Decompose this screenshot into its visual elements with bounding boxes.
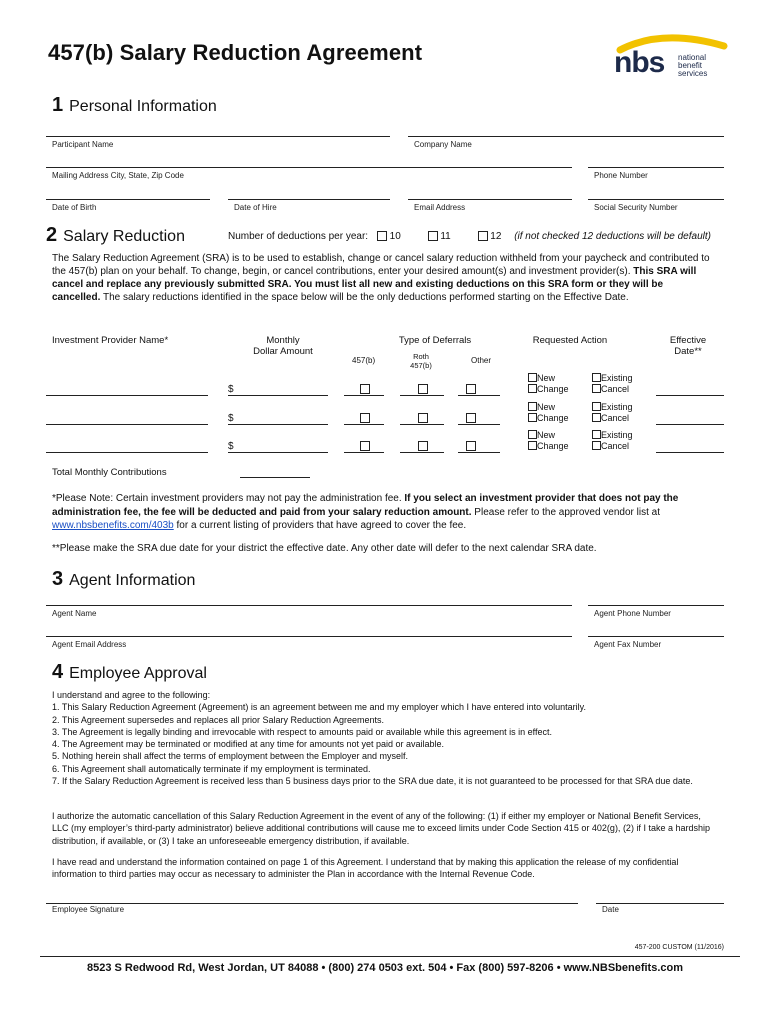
- logo-letters: nbs: [614, 46, 665, 79]
- dollar-sign: $: [228, 413, 234, 424]
- fee-note-text3: for a current listing of providers that have agreed to cover the fee.: [173, 520, 467, 531]
- footer-divider: [40, 956, 740, 957]
- sra-paragraph-text1: The Salary Reduction Agreement (SRA) is to be used to establish, change or cancel salary reduction withheld from your paycheck and contributed to the 457(b) plan on your behalf. To change, begin, or cancel contributions, enter your desired amount(s) and investment provider(s).: [52, 253, 710, 277]
- agent-phone-label: Agent Phone Number: [594, 609, 671, 618]
- action-new-change: [528, 402, 569, 424]
- phone-number-line[interactable]: [588, 167, 724, 168]
- change-label: Change: [537, 441, 569, 451]
- revision-code: 457-200 CUSTOM (11/2016): [634, 944, 724, 951]
- new-checkbox[interactable]: [528, 373, 537, 382]
- action-new-change: [528, 430, 569, 452]
- col-monthly-line1: Monthly: [266, 335, 300, 346]
- provider-name-line[interactable]: [46, 452, 208, 453]
- col-effective-line1: Effective: [669, 335, 707, 346]
- other-checkbox[interactable]: [466, 384, 476, 394]
- term-item: 5. Nothing herein shall affect the terms of employment between the Employer and myself.: [52, 751, 409, 762]
- term-item: 2. This Agreement supersedes and replaces all prior Salary Reduction Agreements.: [52, 714, 385, 725]
- provider-name-line[interactable]: [46, 395, 208, 396]
- agent-name-line[interactable]: [46, 605, 572, 606]
- other-checkbox[interactable]: [466, 413, 476, 423]
- 457b-checkbox[interactable]: [360, 384, 370, 394]
- ssn-line[interactable]: [588, 199, 724, 200]
- action-new-change: [528, 373, 569, 395]
- other-checkbox[interactable]: [466, 441, 476, 451]
- other-underline: [458, 395, 500, 396]
- total-monthly-line[interactable]: [240, 477, 310, 478]
- monthly-amount-line[interactable]: [228, 424, 328, 425]
- agent-fax-label: Agent Fax Number: [594, 640, 662, 649]
- participant-name-label: Participant Name: [52, 140, 114, 149]
- effective-date-line[interactable]: [656, 395, 724, 396]
- 457b-checkbox[interactable]: [360, 413, 370, 423]
- cancel-checkbox[interactable]: [592, 413, 601, 422]
- mailing-address-line[interactable]: [46, 167, 572, 168]
- sra-paragraph-text2: The salary reductions identified in the space below will be the only deductions performed starting on the Effective Date.: [100, 292, 629, 303]
- term-item: 6. This Agreement shall automatically terminate if my employment is terminated.: [52, 763, 371, 774]
- agent-name-label: Agent Name: [52, 609, 97, 618]
- dollar-sign: $: [228, 384, 234, 395]
- roth-checkbox[interactable]: [418, 441, 428, 451]
- doh-line[interactable]: [228, 199, 390, 200]
- logo-line3: services: [678, 69, 708, 78]
- section3-number: 3: [52, 568, 64, 590]
- agent-email-label: Agent Email Address: [52, 640, 127, 649]
- employee-signature-line[interactable]: [46, 903, 578, 904]
- deduction-12-checkbox[interactable]: [478, 231, 488, 241]
- 457b-underline: [344, 395, 384, 396]
- change-checkbox[interactable]: [528, 441, 537, 450]
- section4-number: 4: [52, 661, 64, 683]
- col-monthly-header: [228, 335, 338, 357]
- existing-checkbox[interactable]: [592, 373, 601, 382]
- new-checkbox[interactable]: [528, 402, 537, 411]
- footer-contact: 8523 S Redwood Rd, West Jordan, UT 84088 • (800) 274 0503 ext. 504 • Fax (800) 597-8206 • www.NBSbenefits.com: [86, 962, 684, 974]
- signature-date-line[interactable]: [596, 903, 724, 904]
- doh-label: Date of Hire: [234, 203, 277, 212]
- cancel-checkbox[interactable]: [592, 384, 601, 393]
- email-line[interactable]: [408, 199, 572, 200]
- change-checkbox[interactable]: [528, 413, 537, 422]
- company-name-label: Company Name: [414, 140, 472, 149]
- col-effective-line2: Date**: [674, 346, 702, 357]
- change-label: Change: [537, 413, 569, 423]
- term-item: 1. This Salary Reduction Agreement (Agreement) is an agreement between me and my employer which I have entered into voluntarily.: [52, 702, 586, 713]
- deductions-label: Number of deductions per year:: [228, 231, 369, 242]
- action-existing-cancel: [592, 430, 633, 452]
- deduction-11-checkbox[interactable]: [428, 231, 438, 241]
- sub-roth-line2: 457(b): [410, 361, 432, 370]
- 457b-underline: [344, 424, 384, 425]
- cancel-label: Cancel: [601, 413, 630, 423]
- sra-paragraph-bold: This SRA will cancel and replace any previously submitted SRA. You must list all new and existing deductions on this SRA form or they will be cancelled.: [52, 266, 697, 303]
- existing-label: Existing: [601, 373, 633, 383]
- cancel-label: Cancel: [601, 384, 630, 394]
- section2-number: 2: [46, 224, 58, 246]
- section3-label: Agent Information: [69, 572, 196, 589]
- section1-label: Personal Information: [69, 98, 217, 115]
- existing-checkbox[interactable]: [592, 402, 601, 411]
- deductions-row: [228, 231, 711, 242]
- agent-email-line[interactable]: [46, 636, 572, 637]
- col-effective-header: [656, 335, 720, 357]
- fee-note-bold: If you select an investment provider that does not pay the administration fee, the fee will be deducted and paid from your salary reduction amount.: [52, 493, 679, 518]
- col-monthly-line2: Dollar Amount: [253, 346, 313, 357]
- approval-intro: I understand and agree to the following:: [52, 690, 211, 700]
- section4-heading: [52, 661, 207, 684]
- other-underline: [458, 452, 500, 453]
- page-title: 457(b) Salary Reduction Agreement: [48, 40, 423, 65]
- monthly-amount-line[interactable]: [228, 395, 328, 396]
- dob-line[interactable]: [46, 199, 210, 200]
- deduction-10-label: 10: [389, 231, 401, 242]
- cancel-checkbox[interactable]: [592, 441, 601, 450]
- agent-fax-line[interactable]: [588, 636, 724, 637]
- section1-number: 1: [52, 94, 64, 116]
- action-existing-cancel: [592, 373, 633, 395]
- deductions-default-note: (if not checked 12 deductions will be default): [514, 231, 711, 242]
- fee-note-text1: *Please Note: Certain investment providers may not pay the administration fee.: [52, 493, 405, 504]
- employee-signature-label: Employee Signature: [52, 905, 125, 914]
- section3-heading: [52, 568, 195, 591]
- existing-label: Existing: [601, 430, 633, 440]
- monthly-amount-line[interactable]: [228, 452, 328, 453]
- term-item: 7. If the Salary Reduction Agreement is received less than 5 business days prior to the SRA due date, it is not guaranteed to be processed for that SRA due date.: [52, 776, 693, 787]
- existing-checkbox[interactable]: [592, 430, 601, 439]
- term-item: 4. The Agreement may be terminated or modified at any time for amounts not yet paid or available.: [52, 739, 445, 750]
- agent-phone-line[interactable]: [588, 605, 724, 606]
- col-provider-header: Investment Provider Name*: [52, 335, 169, 346]
- signature-date-label: Date: [602, 905, 619, 914]
- roth-underline: [400, 395, 444, 396]
- roth-checkbox[interactable]: [418, 413, 428, 423]
- provider-name-line[interactable]: [46, 424, 208, 425]
- cancel-label: Cancel: [601, 441, 630, 451]
- email-label: Email Address: [414, 203, 466, 212]
- roth-checkbox[interactable]: [418, 384, 428, 394]
- effective-date-line[interactable]: [656, 452, 724, 453]
- sra-paragraph: [52, 252, 712, 304]
- vendor-list-link[interactable]: www.nbsbenefits.com/403b: [52, 520, 174, 531]
- section4-label: Employee Approval: [69, 665, 207, 682]
- dollar-sign: $: [228, 441, 234, 452]
- deduction-12-label: 12: [490, 231, 502, 242]
- sub-roth-header: [406, 352, 436, 370]
- due-date-note: **Please make the SRA due date for your district the effective date. Any other date will defer to the next calendar SRA date.: [52, 543, 597, 554]
- section1-heading: [52, 94, 217, 117]
- new-label: New: [537, 430, 556, 440]
- phone-number-label: Phone Number: [594, 171, 648, 180]
- section2-label: Salary Reduction: [63, 228, 185, 245]
- 457b-checkbox[interactable]: [360, 441, 370, 451]
- approval-terms: [52, 689, 718, 787]
- section2-heading: [46, 224, 185, 247]
- effective-date-line[interactable]: [656, 424, 724, 425]
- participant-name-line[interactable]: [46, 136, 390, 137]
- deduction-10-checkbox[interactable]: [377, 231, 387, 241]
- roth-underline: [400, 424, 444, 425]
- mailing-address-label: Mailing Address City, State, Zip Code: [52, 171, 184, 180]
- sub-roth-line1: Roth: [413, 352, 429, 361]
- logo-line2: benefit: [678, 61, 703, 70]
- logo-line1: national: [678, 53, 707, 62]
- existing-label: Existing: [601, 402, 633, 412]
- total-monthly-label: Total Monthly Contributions: [52, 467, 167, 478]
- deduction-11-label: 11: [440, 231, 451, 242]
- read-understand-paragraph: I have read and understand the information contained on page 1 of this Agreement. I understand that by making this application the release of my confidential information to third parties may occur as necessary to administer the Plan in accordance with the Internal Revenue Code.: [52, 857, 679, 880]
- new-checkbox[interactable]: [528, 430, 537, 439]
- new-label: New: [537, 402, 556, 412]
- company-name-line[interactable]: [408, 136, 724, 137]
- new-label: New: [537, 373, 556, 383]
- dob-label: Date of Birth: [52, 203, 97, 212]
- sub-other-header: Other: [471, 356, 492, 365]
- change-label: Change: [537, 384, 569, 394]
- other-underline: [458, 424, 500, 425]
- authorize-paragraph: I authorize the automatic cancellation of this Salary Reduction Agreement in the event of any of the following: (1) if either my employer or National Benefit Services, LLC (my employer’s third-party administrator) believe additional contributions will cause me to exceed limits under Code Section 415 or 402(g), (2) if I take a hardship distribution, if available, or (3) I take an unforeseeable emergency distribution, if available.: [52, 811, 710, 846]
- ssn-label: Social Security Number: [594, 203, 678, 212]
- nbs-logo: [612, 32, 732, 92]
- change-checkbox[interactable]: [528, 384, 537, 393]
- sub-457b-header: 457(b): [352, 356, 376, 365]
- term-item: 3. The Agreement is legally binding and irrevocable with respect to amounts paid or available while this agreement is in effect.: [52, 726, 552, 737]
- action-existing-cancel: [592, 402, 633, 424]
- roth-underline: [400, 452, 444, 453]
- fee-note-text2: Please refer to the approved vendor list at: [471, 506, 660, 518]
- col-action-header: Requested Action: [532, 335, 608, 346]
- 457b-underline: [344, 452, 384, 453]
- provider-fee-note: [52, 492, 712, 533]
- col-deferral-header: Type of Deferrals: [398, 335, 472, 346]
